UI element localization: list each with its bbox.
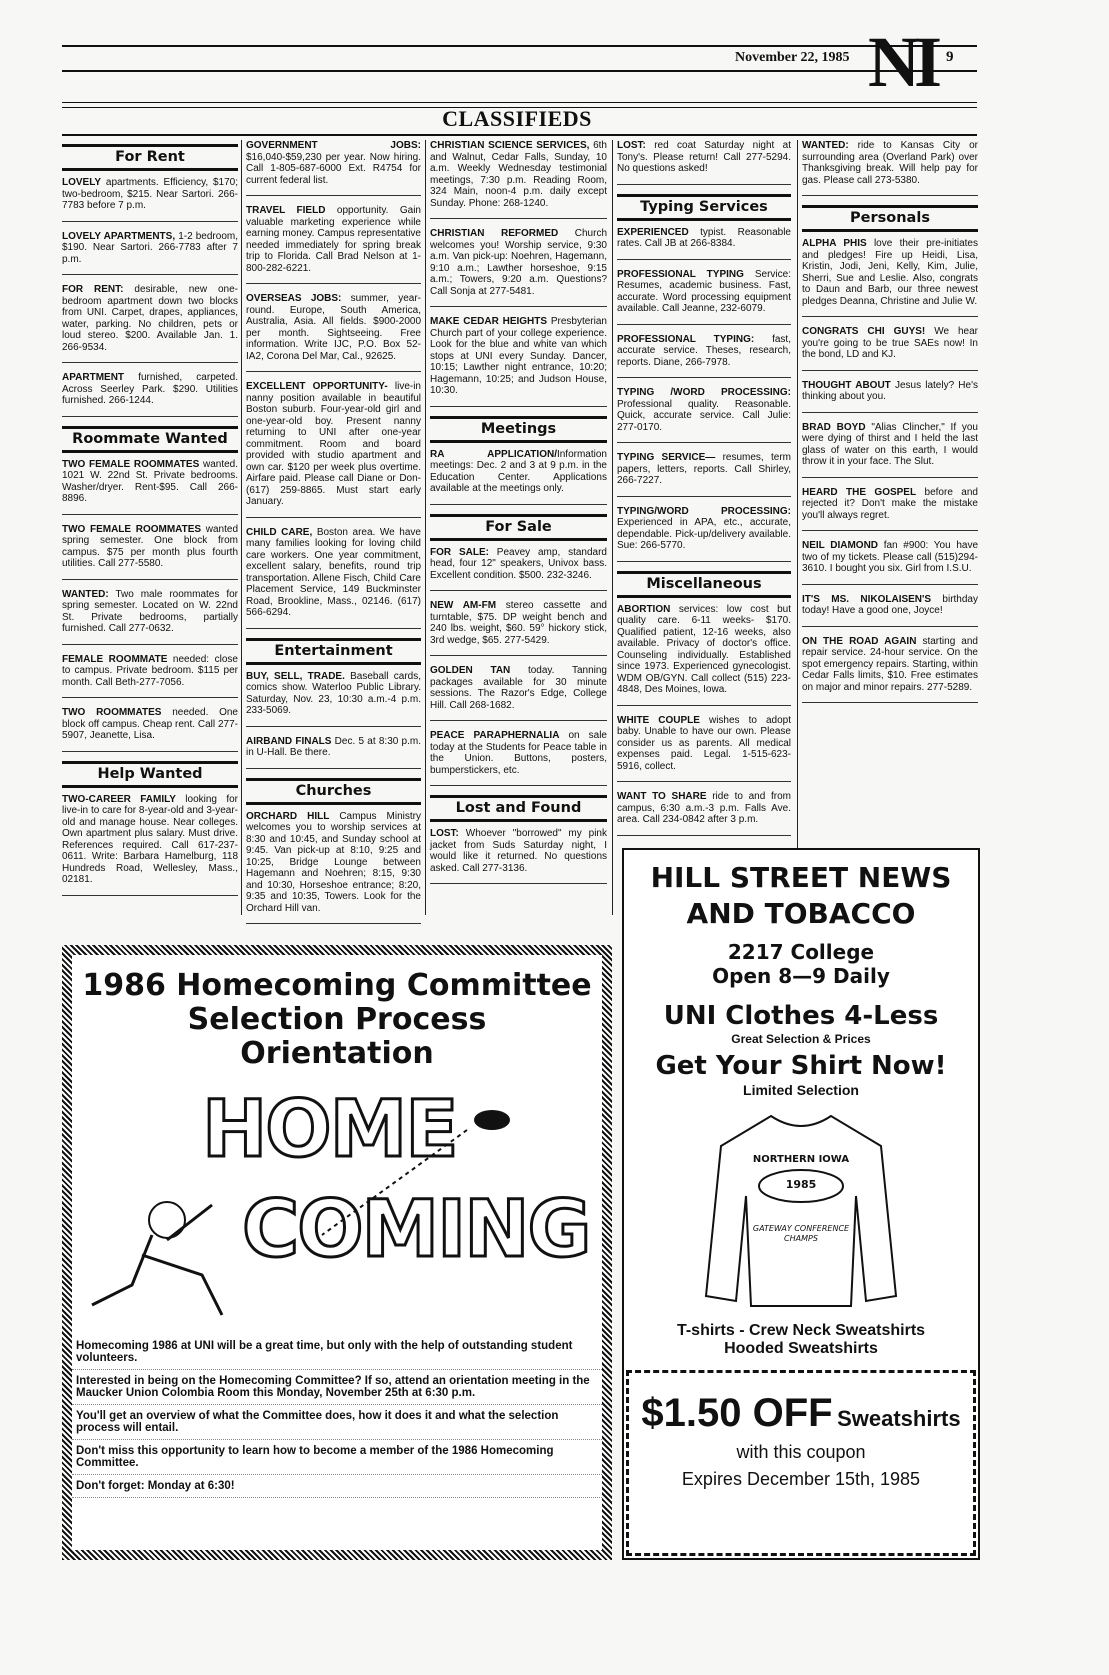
section-rule <box>62 134 977 136</box>
ad-lead: HEARD THE GOSPEL <box>802 486 917 498</box>
ad-lead: IT'S MS. NIKOLAISEN'S <box>802 593 932 605</box>
ad-lead: TYPING/WORD PROCESSING: <box>617 505 791 517</box>
ad-lead: WANT TO SHARE <box>617 791 707 802</box>
ad-lead: BUY, SELL, TRADE. <box>246 670 345 682</box>
category-heading: Meetings <box>430 416 607 443</box>
classified-ad <box>617 387 791 443</box>
hill-street-ad <box>622 848 980 1560</box>
ad-lead: CHRISTIAN SCIENCE SERVICES, <box>430 140 590 151</box>
homecoming-ad <box>62 945 612 1560</box>
ad-body: wanted. 1021 W. 22nd St. Private bedrooms. Washer/dryer. Rent-$95. Call 266-8896. <box>62 458 238 504</box>
ad-body: 1-2 bedroom, $190. Near Sartori. 266-7783 after 7 p.m. <box>62 230 238 265</box>
ad-lead: TWO FEMALE ROOMMATES <box>62 523 202 535</box>
classified-column <box>430 140 607 893</box>
ad-lead: FOR RENT: <box>62 284 124 295</box>
section-rule <box>62 102 977 103</box>
classified-ad <box>617 604 791 706</box>
classified-ad <box>62 589 238 645</box>
classified-ad <box>430 316 607 407</box>
ad-lead: WHITE COUPLE <box>617 714 700 726</box>
category-heading: For Rent <box>62 144 238 171</box>
ad-lead: TWO-CAREER FAMILY <box>62 793 176 805</box>
ad-lead: ON THE ROAD AGAIN <box>802 635 917 647</box>
ad-lead: RA APPLICATION/ <box>430 448 557 460</box>
ad-paragraph: Homecoming 1986 at UNI will be a great time, but only with the help of outstanding student volunteers. <box>72 1335 602 1370</box>
ad-lead: FEMALE ROOMMATE <box>62 653 168 665</box>
category-heading: Miscellaneous <box>617 571 791 598</box>
ad-body: fan #900: You have two of my tickets. Please call (515)294-3610. I bought you six. Girl from I.S.U. <box>802 540 979 574</box>
category-heading: Roommate Wanted <box>62 426 238 453</box>
classified-ad <box>62 707 238 752</box>
ad-body: desirable, new one-bedroom apartment down two blocks from UNI. Carpet, drapes, appliances, water, parking. No children, pets or loud stereo. $200. Available Jan. 1. 266-9534. <box>62 284 238 353</box>
football-player-drawing <box>72 1085 602 1335</box>
ad-body: summer, year-round. Europe, South America, Australia, Asia. All fields. $900-2000 per month. Sightseeing. Free information. Write IJC, P.O. Box 52-IA2, Corona Del Mar, Cal., 92625. <box>246 293 421 362</box>
classified-ad <box>430 730 607 786</box>
ad-body: services: low cost but quality care. 6-11 weeks- $170. Qualified patient, 12-16 weeks, also available. Privacy of doctor's office. Counseling individually. Established since 1973. Experienced gynecologist. WDM OB/GYN. Call collect (515) 223-4848, Des Moines, Iowa. <box>617 603 791 695</box>
header-rule <box>62 45 977 47</box>
cta-sub: Limited Selection <box>743 1082 859 1098</box>
section-title: CLASSIFIEDS <box>442 106 592 131</box>
category-heading: Personals <box>802 205 978 232</box>
ad-body: Service: Resumes, academic business. Fast, accurate. Word processing equipment available. Call Jeanne, 232-6079. <box>617 268 791 314</box>
classified-ad <box>246 140 421 196</box>
classified-ad <box>617 269 791 325</box>
ad-body: red coat Saturday night at Tony's. Please return! Call 277-5294. No questions asked! <box>617 140 791 174</box>
classified-ad <box>430 547 607 592</box>
ad-body: love their pre-initiates and pledges! Fire up Heidi, Lisa, Kristin, Jodi, Jeni, Kelly, Kim, Julie, Sherri, Sue and Leslie. Also, congrats to Daun and Barb, our three newest pledges Deanna, Christine and Julie W. <box>802 238 978 307</box>
column-divider <box>612 140 613 915</box>
classified-ad <box>430 828 607 884</box>
classified-ad <box>802 422 978 478</box>
store-slogan: UNI Clothes 4-Less <box>663 1001 939 1031</box>
ad-body: Experienced in APA, etc., accurate, dependable. Pick-up/delivery available. Sue: 266-5770. <box>617 517 791 551</box>
category-heading: Help Wanted <box>62 761 238 788</box>
classified-ad <box>802 636 978 704</box>
ad-lead: CONGRATS CHI GUYS! <box>802 326 926 337</box>
classified-ad <box>802 140 978 196</box>
ad-lead: TRAVEL FIELD <box>246 205 326 216</box>
ad-body: ride to Kansas City or surrounding area (Overland Park) over Thanksgiving break. Will help pay for gas. Please call 273-5380. <box>802 140 978 186</box>
ad-lead: WANTED: <box>62 588 109 600</box>
ad-lead: GOLDEN TAN <box>430 665 511 676</box>
column-divider <box>797 140 798 915</box>
products: Hooded Sweatshirts <box>724 1340 878 1357</box>
shirt-text: GATEWAY CONFERENCE <box>752 1224 850 1233</box>
classified-ad <box>617 791 791 836</box>
classified-column <box>802 140 978 712</box>
ad-lead: CHILD CARE, <box>246 526 313 538</box>
classified-ad <box>617 506 791 562</box>
category-heading: Lost and Found <box>430 795 607 822</box>
ad-lead: OVERSEAS JOBS: <box>246 293 342 304</box>
ad-lead: EXPERIENCED <box>617 226 689 238</box>
ad-lead: WANTED: <box>802 140 849 151</box>
ad-body: Peavey amp, standard head, four 12" speakers, Univox bass. Excellent condition. $500. 232-3246. <box>430 546 607 581</box>
store-name: AND TOBACCO <box>686 897 916 930</box>
ad-lead: ABORTION <box>617 603 671 615</box>
page-number: 9 <box>946 49 954 65</box>
ad-body: Two male roommates for spring semester. Located on W. 22nd St. Private bedrooms, partially furnished. Call 277-0632. <box>62 588 238 634</box>
classified-ad <box>430 665 607 721</box>
store-name: HILL STREET NEWS <box>650 861 952 894</box>
ad-lead: NEW AM-FM <box>430 600 497 611</box>
ad-lead: PROFESSIONAL TYPING: <box>617 333 755 345</box>
ad-body: furnished, carpeted. Across Seerley Park. $290. Utilities furnished. 266-1244. <box>62 372 238 406</box>
ad-body: opportunity. Gain valuable marketing experience while earning money. Campus representative needed immediately for spring break trip to Florida. Call Brad Nelson at 1-800-282-6221. <box>246 205 421 274</box>
classified-ad <box>802 238 978 317</box>
ad-body: typist. Reasonable rates. Call JB at 266-8384. <box>617 226 791 249</box>
ad-lead: EXCELLENT OPPORTUNITY- <box>246 381 388 392</box>
classified-ad <box>802 540 978 585</box>
classified-column <box>246 140 421 933</box>
issue-date: November 22, 1985 <box>735 50 850 65</box>
ad-title: Orientation <box>240 1036 434 1071</box>
ad-lead: LOST: <box>430 828 459 839</box>
classified-ad <box>617 227 791 260</box>
products: T-shirts - Crew Neck Sweatshirts <box>676 1322 926 1339</box>
classified-ad <box>617 452 791 497</box>
ad-body: stereo cassette and turntable, $75. DP weight bench and 240 lbs. weight, $60. 59° hickory stick, 3rd wedge, $65. 277-5429. <box>430 600 607 646</box>
header-rule <box>62 70 977 72</box>
ad-body: Whoever "borrowed" my pink jacket from Suds Saturday night, I would like it returned. No questions asked. Call 277-3136. <box>430 828 607 874</box>
ad-body: Dec. 5 at 8:30 p.m. in U-Hall. Be there. <box>246 735 421 758</box>
ad-body: before and rejected it? Don't make the mistake you'll always regret. <box>802 486 978 521</box>
ad-body: birthday today! Have a good one, Joyce! <box>802 593 978 616</box>
coupon-price: $1.50 OFF <box>641 1391 833 1435</box>
ad-body: $16,040-$59,230 per year. Now hiring. Call 1-805-687-6000 Ext. R4754 for current federal list. <box>246 151 421 186</box>
ad-lead: CHRISTIAN REFORMED <box>430 228 559 239</box>
classified-ad <box>62 231 238 276</box>
classified-ad <box>617 334 791 379</box>
ad-body: on sale today at the Students for Peace table in the Union. Buttons, posters, bumperstickers, etc. <box>430 730 607 776</box>
sweatshirt-drawing <box>701 1106 901 1316</box>
ad-lead: LOVELY APARTMENTS, <box>62 230 176 242</box>
ad-title: 1986 Homecoming Committee <box>82 968 592 1003</box>
classified-ad <box>246 205 421 284</box>
ad-title: Selection Process <box>187 1002 487 1037</box>
store-address: 2217 College <box>727 940 875 964</box>
category-heading: Entertainment <box>246 638 421 665</box>
tagline: Great Selection & Prices <box>731 1032 871 1046</box>
ad-lead: ALPHA PHIS <box>802 238 867 249</box>
classified-ad <box>430 140 607 219</box>
store-hours: Open 8—9 Daily <box>712 964 890 988</box>
classified-ad <box>62 177 238 222</box>
ad-lead: FOR SALE: <box>430 546 489 558</box>
ad-body: Presbyterian Church part of your college experience. Look for the blue and white van which stops at UNI every Sunday. Dancer, 10:15; Lawther night entrance, 10:20; Hagemann, 10:25; and Judson House, 10:30. <box>430 316 607 396</box>
art-word: COMING <box>242 1185 590 1275</box>
ad-body: "Alias Clincher," If you were dying of thirst and I held the last glass of water on this earth, I would throw it in your face. The Slut. <box>802 421 978 467</box>
coupon[interactable] <box>626 1370 976 1556</box>
ad-lead: GOVERNMENT JOBS: <box>246 140 421 151</box>
ad-body: wanted spring semester. One block from campus. $75 per month plus fourth utilities. Call 277-5580. <box>62 523 239 569</box>
classified-ad <box>430 449 607 505</box>
ad-lead: LOST: <box>617 140 646 151</box>
ad-lead: PEACE PARAPHERNALIA <box>430 730 560 741</box>
ad-paragraph: Don't miss this opportunity to learn how to become a member of the 1986 Homecoming Committee. <box>72 1440 602 1475</box>
classified-column <box>62 140 238 905</box>
coupon-expiry: Expires December 15th, 1985 <box>681 1469 921 1489</box>
ad-body: resumes, term papers, letters, reports. Call Shirley, 266-7227. <box>617 452 791 486</box>
ad-body: live-in nanny position available in beautiful Boston suburb. Four-year-old girl and one-year-old boy. Present nanny returning to UNI after one-year commitment. Room and board provided with studio apartment and own car. $120 per week plus overtime. Airfare paid. Please call Diane or Don-(617) 259-8865. Must start early January. <box>246 381 421 507</box>
ad-lead: TYPING /WORD PROCESSING: <box>617 387 791 398</box>
ad-lead: ORCHARD HILL <box>246 810 330 822</box>
ad-lead: LOVELY <box>62 177 102 188</box>
ad-body: Information meetings: Dec. 2 and 3 at 9 p.m. in the Education Center. Applications available at the meetings only. <box>430 448 607 494</box>
ad-body: Professional quality. Reasonable. Quick, accurate service. Call Julie: 277-0170. <box>617 398 791 433</box>
ad-body: needed: close to campus. Private bedroom. $115 per month. Call Beth-277-7056. <box>62 653 238 688</box>
art-word: HOME <box>202 1085 457 1175</box>
ad-body: Campus Ministry welcomes you to worship services at 8:30 and 10:45, and Sunday school at 9:45. Van pick-up at 8:10, 9:25 and 10:25, Bridge Lounge between Hagemann and Noehren; 8:15, 9:30 and 10:30, Horseshoe entrance; 8:20, 9:35 and 10:35, Towers. Look for the Orchard Hill van. <box>246 810 421 914</box>
ad-lead: TWO ROOMMATES <box>62 707 162 718</box>
classified-ad <box>617 715 791 783</box>
classified-ad <box>430 228 607 307</box>
ad-lead: AIRBAND FINALS <box>246 735 332 747</box>
ad-body: We hear you're going to be true SAEs now! In the bond, LD and KJ. <box>802 326 978 360</box>
column-divider <box>425 140 426 915</box>
ad-lead: BRAD BOYD <box>802 421 866 433</box>
ad-body: apartments. Efficiency, $170; two-bedroom, $215. Near Sartori. 266-7783 before 7 p.m. <box>62 177 238 211</box>
classified-ad <box>617 140 791 185</box>
classified-ad <box>802 326 978 371</box>
ad-body: needed. One block off campus. Cheap rent. Call 277-5907, Jeanette, Lisa. <box>62 707 238 741</box>
ad-body: Jesus lately? He's thinking about you. <box>802 379 978 402</box>
classified-ad <box>246 527 421 629</box>
classified-ad <box>246 671 421 727</box>
classified-ad <box>246 293 421 372</box>
classified-ad <box>62 654 238 699</box>
category-heading: For Sale <box>430 514 607 541</box>
ad-lead: APARTMENT <box>62 372 125 383</box>
ad-lead: TWO FEMALE ROOMMATES <box>62 458 200 470</box>
ad-body: today. Tanning packages available for 30 minute sessions. The Razor's Edge, College Hill. Call 268-1682. <box>430 665 607 711</box>
classified-ad <box>430 600 607 656</box>
coupon-note: with this coupon <box>736 1442 866 1462</box>
homecoming-illustration <box>72 1085 602 1335</box>
ad-body: starting and repair service. 24-hour service. On the spot emergency repairs. Starting, within Cedar Falls limits, $10. Free estimates on major and minor repairs. 277-5289. <box>802 635 978 693</box>
ad-body: Church welcomes you! Worship service, 9:30 a.m. Van pick-up: Noehren, Hagemann, 9:10 a.m.; Lawther horseshoe, 9:15 a.m.; Towers, 9:20 a.m. Questions? Call Sonja at 277-5481. <box>430 228 607 297</box>
ad-paragraph: Interested in being on the Homecoming Committee? If so, attend an orientation meeting in the Maucker Union Colombia Room this Monday, November 25th at 6:30 p.m. <box>72 1370 602 1405</box>
ad-lead: PROFESSIONAL TYPING <box>617 268 744 280</box>
ad-body: Baseball cards, comics show. Waterloo Public Library. Saturday, Nov. 23, 10:30 a.m.-4 p.m. 233-5069. <box>246 670 421 716</box>
ad-body: looking for live-in to care for 8-year-old and 3-year-old and manage house. Near colleges. Own apartment plus salary. Must drive. References required. Call 617-237-0611. Write: Barbara Hamelburg, 118 Hundreds Road, Wellesley, Mass., 02181. <box>62 793 238 885</box>
classified-ad <box>62 794 238 896</box>
classified-column <box>617 140 791 845</box>
ad-paragraph: You'll get an overview of what the Committee does, how it does it and what the selection process will entail. <box>72 1405 602 1440</box>
classified-ad <box>246 736 421 769</box>
classified-ad <box>62 524 238 580</box>
category-heading: Churches <box>246 778 421 805</box>
call-to-action: Get Your Shirt Now! <box>655 1051 947 1081</box>
masthead-logo: NI <box>868 22 937 102</box>
ad-body: Boston area. We have many families looking for loving child care workers. One year commitment, excellent salary, benefits, round trip transportation. Allene Fisch, Child Care Placement Service, 149 Buckminster Road, Brookline, Mass., 02146. (617) 566-6294. <box>246 526 421 618</box>
ad-lead: THOUGHT ABOUT <box>802 379 891 391</box>
ad-lead: NEIL DIAMOND <box>802 540 879 551</box>
ad-lead: MAKE CEDAR HEIGHTS <box>430 316 548 327</box>
classified-ad <box>62 372 238 417</box>
classified-ad <box>62 284 238 363</box>
shirt-text: CHAMPS <box>784 1234 818 1243</box>
classified-ad <box>246 381 421 518</box>
category-heading: Typing Services <box>617 194 791 221</box>
classified-ad <box>246 811 421 925</box>
coupon-item: Sweatshirts <box>837 1406 961 1431</box>
column-divider <box>241 140 242 915</box>
ad-body: wishes to adopt baby. Unable to have our own. Please consider us as parents. All medical expenses paid. Legal. 1-515-623-5916, collect. <box>617 714 791 772</box>
shirt-text: NORTHERN IOWA <box>752 1154 850 1165</box>
classified-ad <box>802 594 978 627</box>
classified-ad <box>802 380 978 413</box>
ad-body: fast, accurate service. Theses, research, reports. Diane, 266-7978. <box>617 333 791 368</box>
ad-body: 6th and Walnut, Cedar Falls, Sunday, 10 a.m. Weekly Wednesday testimonial meetings, 7:30 p.m. Reading Room, 324 Main, noon-4 p.m. daily except Sunday. Phone: 268-1240. <box>430 140 607 209</box>
ad-lead: TYPING SERVICE— <box>617 452 716 463</box>
classified-ad <box>62 459 238 515</box>
ad-paragraph: Don't forget: Monday at 6:30! <box>72 1475 602 1498</box>
shirt-text: 1985 <box>785 1178 817 1191</box>
ad-body: ride to and from campus, 6:30 a.m.-3 p.m. Falls Ave. area. Call 234-0842 after 3 p.m. <box>617 791 791 825</box>
classified-ad <box>802 487 978 532</box>
